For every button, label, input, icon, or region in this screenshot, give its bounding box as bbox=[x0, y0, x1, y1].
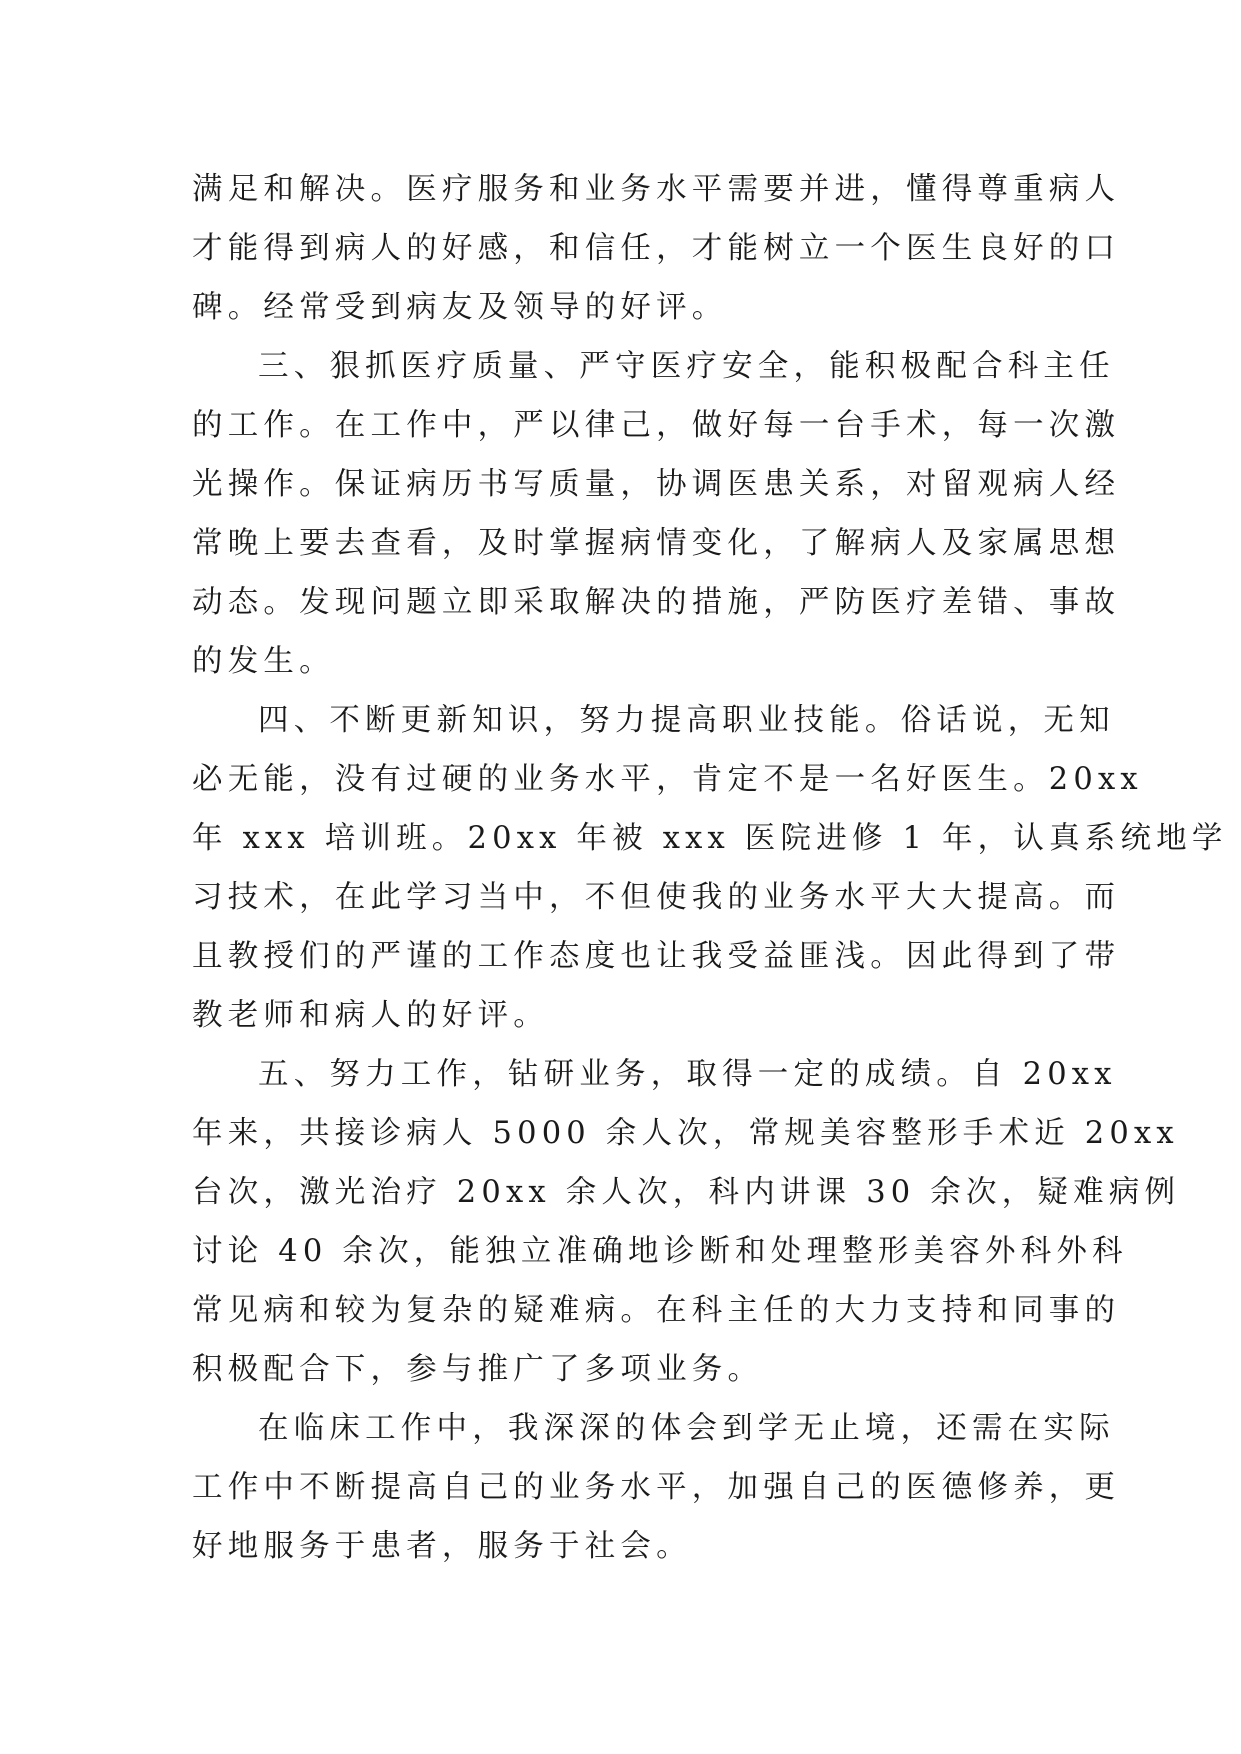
text-line: 才能得到病人的好感，和信任，才能树立一个医生良好的口 bbox=[192, 231, 1121, 266]
text-line: 碑。经常受到病友及领导的好评。 bbox=[192, 290, 728, 325]
text-line: 好地服务于患者，服务于社会。 bbox=[192, 1529, 692, 1564]
text-line: 光操作。保证病历书写质量，协调医患关系，对留观病人经 bbox=[192, 467, 1121, 502]
text-line: 积极配合下，参与推广了多项业务。 bbox=[192, 1352, 764, 1387]
text-line: 三、狠抓医疗质量、严守医疗安全，能积极配合科主任 bbox=[258, 349, 1115, 384]
text-line: 且教授们的严谨的工作态度也让我受益匪浅。因此得到了带 bbox=[192, 939, 1121, 974]
paragraph-conclusion bbox=[192, 1399, 1121, 1576]
paragraph-continuation bbox=[192, 160, 1121, 337]
paragraph-section-five bbox=[192, 1045, 1181, 1399]
text-line: 年 xxx 培训班。20xx 年被 xxx 医院进修 1 年，认真系统地学 bbox=[192, 821, 1228, 856]
text-line: 在临床工作中，我深深的体会到学无止境，还需在实际 bbox=[258, 1411, 1115, 1446]
text-line: 年来，共接诊病人 5000 余人次，常规美容整形手术近 20xx bbox=[192, 1116, 1179, 1151]
text-line: 讨论 40 余次，能独立准确地诊断和处理整形美容外科外科 bbox=[192, 1234, 1128, 1269]
text-line: 必无能，没有过硬的业务水平，肯定不是一名好医生。20xx bbox=[192, 762, 1143, 797]
text-line: 习技术，在此学习当中，不但使我的业务水平大大提高。而 bbox=[192, 880, 1121, 915]
text-line: 台次，激光治疗 20xx 余人次，科内讲课 30 余次，疑难病例 bbox=[192, 1175, 1181, 1210]
paragraph-section-four bbox=[192, 691, 1228, 1045]
text-line: 常晚上要去查看，及时掌握病情变化，了解病人及家属思想 bbox=[192, 526, 1121, 561]
text-line: 的发生。 bbox=[192, 644, 335, 679]
text-line: 满足和解决。医疗服务和业务水平需要并进，懂得尊重病人 bbox=[192, 172, 1121, 207]
text-line: 常见病和较为复杂的疑难病。在科主任的大力支持和同事的 bbox=[192, 1293, 1121, 1328]
text-line: 四、不断更新知识，努力提高职业技能。俗话说，无知 bbox=[258, 703, 1115, 738]
text-line: 工作中不断提高自己的业务水平，加强自己的医德修养，更 bbox=[192, 1470, 1121, 1505]
text-line: 的工作。在工作中，严以律己，做好每一台手术，每一次激 bbox=[192, 408, 1121, 443]
text-line: 五、努力工作，钻研业务，取得一定的成绩。自 20xx bbox=[258, 1057, 1117, 1092]
document-body bbox=[192, 160, 1228, 1576]
text-line: 教老师和病人的好评。 bbox=[192, 998, 549, 1033]
paragraph-section-three bbox=[192, 337, 1121, 691]
text-line: 动态。发现问题立即采取解决的措施，严防医疗差错、事故 bbox=[192, 585, 1121, 620]
